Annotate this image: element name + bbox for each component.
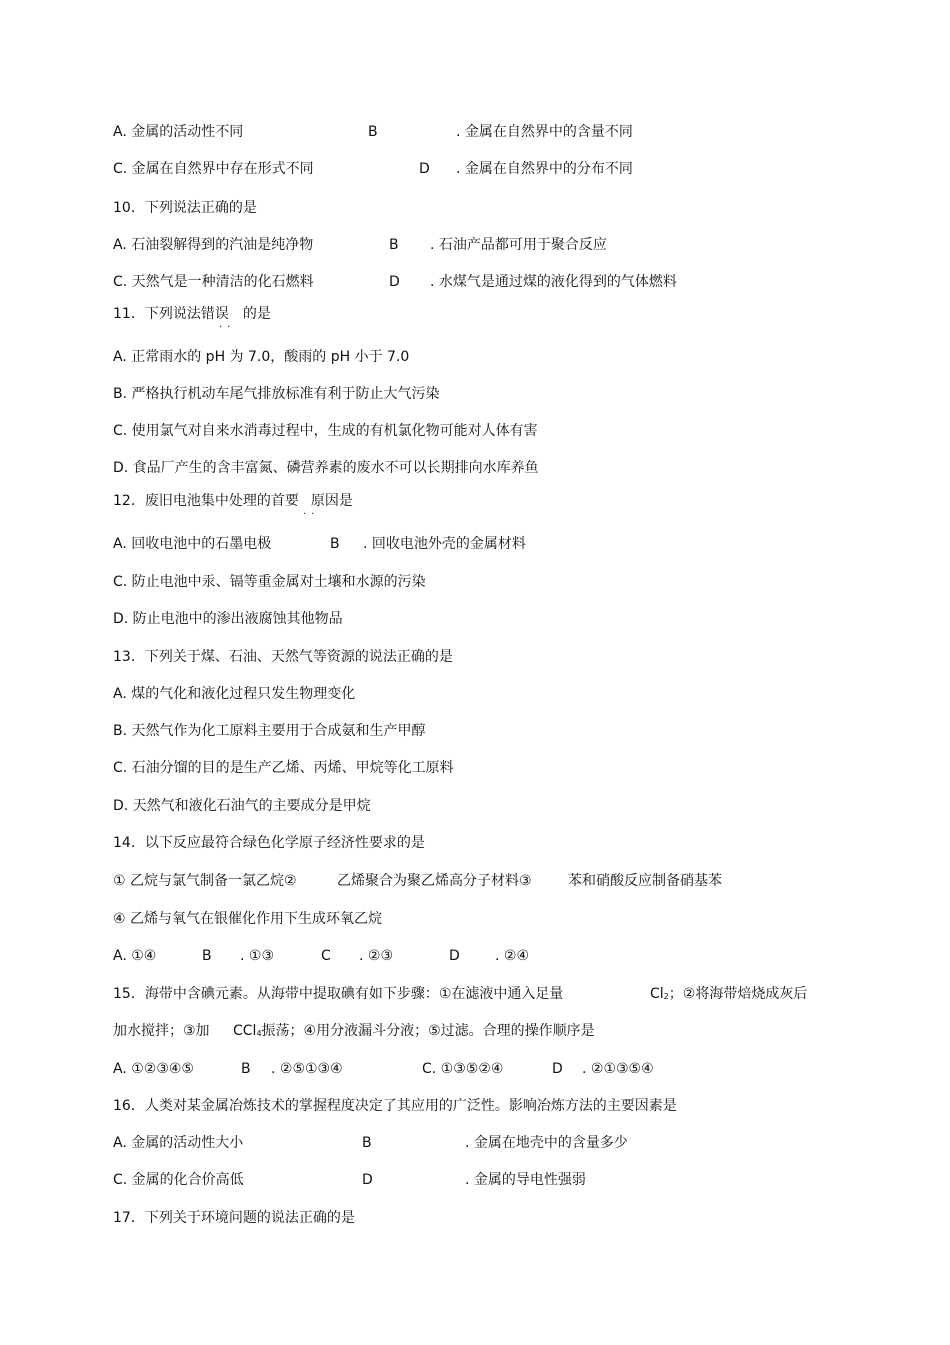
q15-carbon-tetrachloride: CCl bbox=[233, 1023, 257, 1039]
q15-stem-line-2-end: 振荡；④用分液漏斗分液；⑤过滤。合理的操作顺序是 bbox=[261, 1023, 595, 1039]
q14-option-a: A. ①④ bbox=[113, 948, 157, 964]
q13-option-b: B. 天然气作为化工原料主要用于合成氨和生产甲醇 bbox=[113, 723, 426, 739]
q14-item-2: 乙烯聚合为聚乙烯高分子材料③ bbox=[337, 873, 532, 889]
q11-stem-emphasis: 错误 bbox=[200, 306, 229, 322]
q15-stem-line-1-formula bbox=[650, 985, 807, 1006]
q10-option-d-letter: D bbox=[389, 274, 400, 290]
q11-option-c: C. 使用氯气对自来水消毒过程中，生成的有机氯化物可能对人体有害 bbox=[113, 423, 538, 439]
q9-option-c: C. 金属在自然界中存在形式不同 bbox=[113, 161, 314, 177]
q9-option-b: . 金属在自然界中的含量不同 bbox=[456, 124, 633, 140]
q11-stem-pre: 11．下列说法 bbox=[113, 306, 201, 322]
q12-option-b: . 回收电池外壳的金属材料 bbox=[363, 536, 526, 552]
q11-emphasis-dots: .. bbox=[219, 319, 236, 330]
q12-stem-post: 原因是 bbox=[310, 493, 353, 509]
q16-option-b-letter: B bbox=[362, 1135, 372, 1151]
q11-option-b: B. 严格执行机动车尾气排放标准有利于防止大气污染 bbox=[113, 386, 440, 402]
q15-option-b: . ②⑤①③④ bbox=[271, 1061, 343, 1077]
q12-stem-pre: 12．废旧电池集中处理的 bbox=[113, 493, 271, 509]
q15-chlorine-subscript: 2 bbox=[663, 992, 669, 1001]
q15-stem-line-2 bbox=[233, 1022, 595, 1043]
q11-stem bbox=[113, 305, 271, 323]
q15-option-b-letter: B bbox=[241, 1061, 251, 1077]
q14-option-d-letter: D bbox=[449, 948, 460, 964]
q14-stem: 14．以下反应最符合绿色化学原子经济性要求的是 bbox=[113, 835, 425, 851]
q10-option-a: A. 石油裂解得到的汽油是纯净物 bbox=[113, 237, 314, 253]
q15-stem-line-2-start: 加水搅拌；③加 bbox=[113, 1023, 210, 1039]
q15-option-d: . ②①③⑤④ bbox=[582, 1061, 654, 1077]
q14-option-b-letter: B bbox=[202, 948, 212, 964]
q12-option-a: A. 回收电池中的石墨电极 bbox=[113, 536, 272, 552]
q13-stem: 13．下列关于煤、石油、天然气等资源的说法正确的是 bbox=[113, 649, 453, 665]
q14-item-3: 苯和硝酸反应制备硝基苯 bbox=[568, 873, 722, 889]
q13-option-d: D. 天然气和液化石油气的主要成分是甲烷 bbox=[113, 798, 371, 814]
q14-option-c-letter: C bbox=[321, 948, 331, 964]
q10-option-b-letter: B bbox=[389, 237, 399, 253]
q15-chlorine: Cl bbox=[650, 986, 664, 1002]
q16-option-b: . 金属在地壳中的含量多少 bbox=[465, 1135, 628, 1151]
q16-option-d-letter: D bbox=[362, 1172, 373, 1188]
q9-option-a: A. 金属的活动性不同 bbox=[113, 124, 244, 140]
q15-option-a: A. ①②③④⑤ bbox=[113, 1061, 194, 1077]
q9-option-b-letter: B bbox=[368, 124, 378, 140]
q14-item-4: ④ 乙烯与氧气在银催化作用下生成环氧乙烷 bbox=[113, 911, 382, 927]
q11-option-d: D. 食品厂产生的含丰富氮、磷营养素的废水不可以长期排向水库养鱼 bbox=[113, 460, 539, 476]
q13-option-a: A. 煤的气化和液化过程只发生物理变化 bbox=[113, 686, 356, 702]
q14-option-b: . ①③ bbox=[240, 948, 275, 964]
q15-option-d-letter: D bbox=[552, 1061, 563, 1077]
q11-stem-post: 的是 bbox=[242, 306, 271, 322]
q10-option-b: . 石油产品都可用于聚合反应 bbox=[430, 237, 607, 253]
q15-stem-line-1: 15．海带中含碘元素。从海带中提取碘有如下步骤：①在滤液中通入足量 bbox=[113, 986, 564, 1002]
q9-option-d-letter: D bbox=[419, 161, 430, 177]
q10-option-d: . 水煤气是通过煤的液化得到的气体燃料 bbox=[430, 274, 677, 290]
q13-option-c: C. 石油分馏的目的是生产乙烯、丙烯、甲烷等化工原料 bbox=[113, 760, 454, 776]
q12-option-d: D. 防止电池中的渗出液腐蚀其他物品 bbox=[113, 611, 343, 627]
q12-stem-emphasis: 首要 bbox=[270, 493, 299, 509]
q12-option-c: C. 防止电池中汞、镉等重金属对土壤和水源的污染 bbox=[113, 574, 426, 590]
q10-option-c: C. 天然气是一种清洁的化石燃料 bbox=[113, 274, 314, 290]
q10-stem: 10．下列说法正确的是 bbox=[113, 200, 257, 216]
q14-item-1: ① 乙烷与氯气制备一氯乙烷② bbox=[113, 873, 297, 889]
q11-option-a: A. 正常雨水的 pH 为 7.0，酸雨的 pH 小于 7.0 bbox=[113, 349, 410, 365]
q14-option-c: . ②③ bbox=[359, 948, 394, 964]
q16-option-a: A. 金属的活动性大小 bbox=[113, 1135, 244, 1151]
q12-emphasis-dots: .. bbox=[303, 506, 320, 517]
q15-ccl4-subscript: 4 bbox=[256, 1029, 262, 1038]
q9-option-d: . 金属在自然界中的分布不同 bbox=[456, 161, 633, 177]
q15-option-c: C. ①③⑤②④ bbox=[422, 1061, 504, 1077]
q15-stem-line-1-end: ；②将海带焙烧成灰后 bbox=[668, 986, 808, 1002]
q16-option-c: C. 金属的化合价高低 bbox=[113, 1172, 244, 1188]
q14-option-d: . ②④ bbox=[495, 948, 530, 964]
q16-option-d: . 金属的导电性强弱 bbox=[465, 1172, 586, 1188]
q17-stem: 17．下列关于环境问题的说法正确的是 bbox=[113, 1210, 355, 1226]
q12-option-b-letter: B bbox=[330, 536, 340, 552]
q16-stem: 16．人类对某金属冶炼技术的掌握程度决定了其应用的广泛性。影响冶炼方法的主要因素是 bbox=[113, 1098, 677, 1114]
